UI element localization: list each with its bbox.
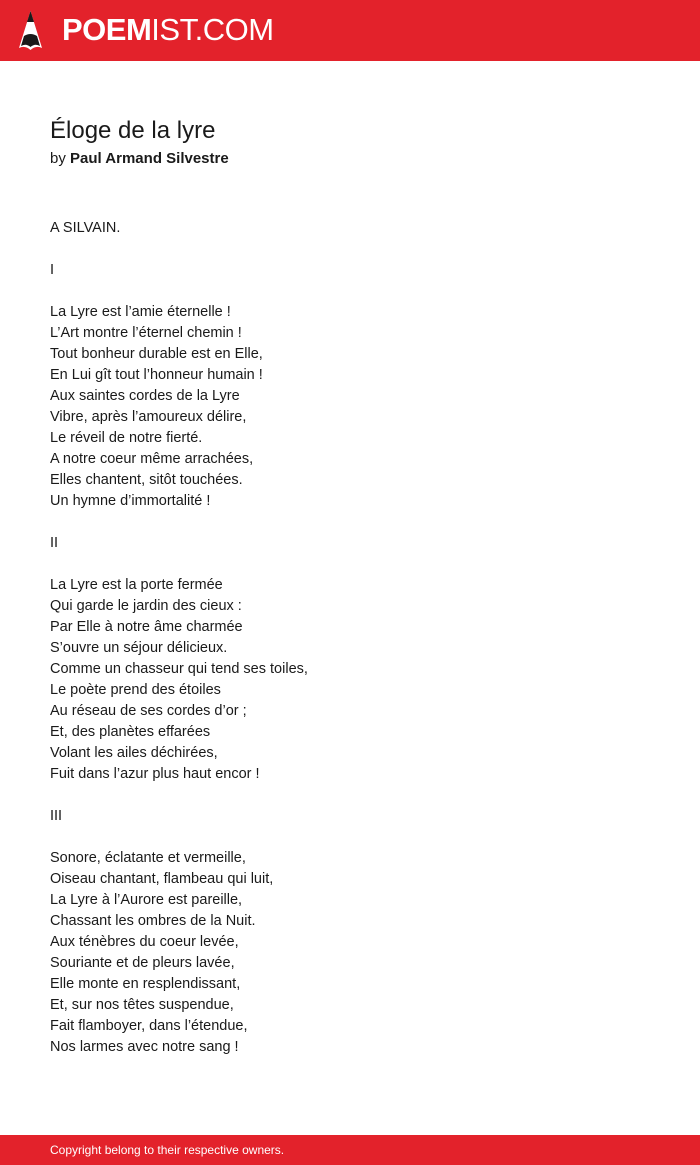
poem-line: Souriante et de pleurs lavée, (50, 955, 235, 971)
poem-line: I (50, 262, 55, 278)
poem-line: En Lui gît tout l’honneur humain ! (50, 367, 263, 383)
poem-line: Elle monte en resplendissant, (50, 976, 241, 992)
poem-title: Éloge de la lyre (50, 117, 216, 144)
poem-line: S’ouvre un séjour délicieux. (50, 640, 228, 656)
poem-line: III (50, 808, 63, 824)
site-header (0, 0, 700, 61)
poem-line: Chassant les ombres de la Nuit. (50, 913, 256, 929)
poem-line: Qui garde le jardin des cieux : (50, 598, 242, 614)
logo-bold-text: POEM (62, 12, 152, 47)
poem-line: Sonore, éclatante et vermeille, (50, 850, 246, 866)
poem-line: A SILVAIN. (50, 220, 121, 236)
byline-prefix: by (50, 150, 66, 167)
poem-line: La Lyre est la porte fermée (50, 577, 223, 593)
poem-line: Comme un chasseur qui tend ses toiles, (50, 661, 308, 677)
poem-line: Et, sur nos têtes suspendue, (50, 997, 234, 1013)
poem-line: La Lyre est l’amie éternelle ! (50, 304, 231, 320)
poem-line: Fait flamboyer, dans l’étendue, (50, 1018, 248, 1034)
poem-line: Tout bonheur durable est en Elle, (50, 346, 263, 362)
poem-line: Aux saintes cordes de la Lyre (50, 388, 240, 404)
poem-line: L’Art montre l’éternel chemin ! (50, 325, 242, 341)
poem-line: Nos larmes avec notre sang ! (50, 1039, 239, 1055)
poem-line: Et, des planètes effarées (50, 724, 211, 740)
poem-line: La Lyre à l’Aurore est pareille, (50, 892, 243, 908)
author-name: Paul Armand Silvestre (70, 150, 229, 167)
stanza-break (50, 281, 670, 302)
pencil-tip-icon[interactable] (18, 10, 43, 51)
site-footer (0, 1135, 700, 1165)
poem-line: A notre coeur même arrachées, (50, 451, 254, 467)
site-logo[interactable] (62, 12, 274, 48)
poem-body (50, 218, 670, 1058)
stanza-break (50, 554, 670, 575)
byline (50, 149, 229, 169)
stanza-break (50, 512, 670, 533)
poem-line: Au réseau de ses cordes d’or ; (50, 703, 247, 719)
poem-line: Vibre, après l’amoureux délire, (50, 409, 247, 425)
logo-thin-text: IST.COM (151, 12, 274, 47)
stanza-break (50, 827, 670, 848)
poem-line: II (50, 535, 59, 551)
poem-line: Par Elle à notre âme charmée (50, 619, 243, 635)
poem-line: Aux ténèbres du coeur levée, (50, 934, 239, 950)
poem-line: Fuit dans l’azur plus haut encor ! (50, 766, 260, 782)
poem-line: Le réveil de notre fierté. (50, 430, 203, 446)
copyright-text: Copyright belong to their respective owners. (50, 1143, 285, 1157)
stanza-break (50, 239, 670, 260)
poem-line: Un hymne d’immortalité ! (50, 493, 211, 509)
poem-line: Elles chantent, sitôt touchées. (50, 472, 243, 488)
poem-line: Oiseau chantant, flambeau qui luit, (50, 871, 274, 887)
poem-line: Le poète prend des étoiles (50, 682, 221, 698)
poem-line: Volant les ailes déchirées, (50, 745, 218, 761)
stanza-break (50, 785, 670, 806)
